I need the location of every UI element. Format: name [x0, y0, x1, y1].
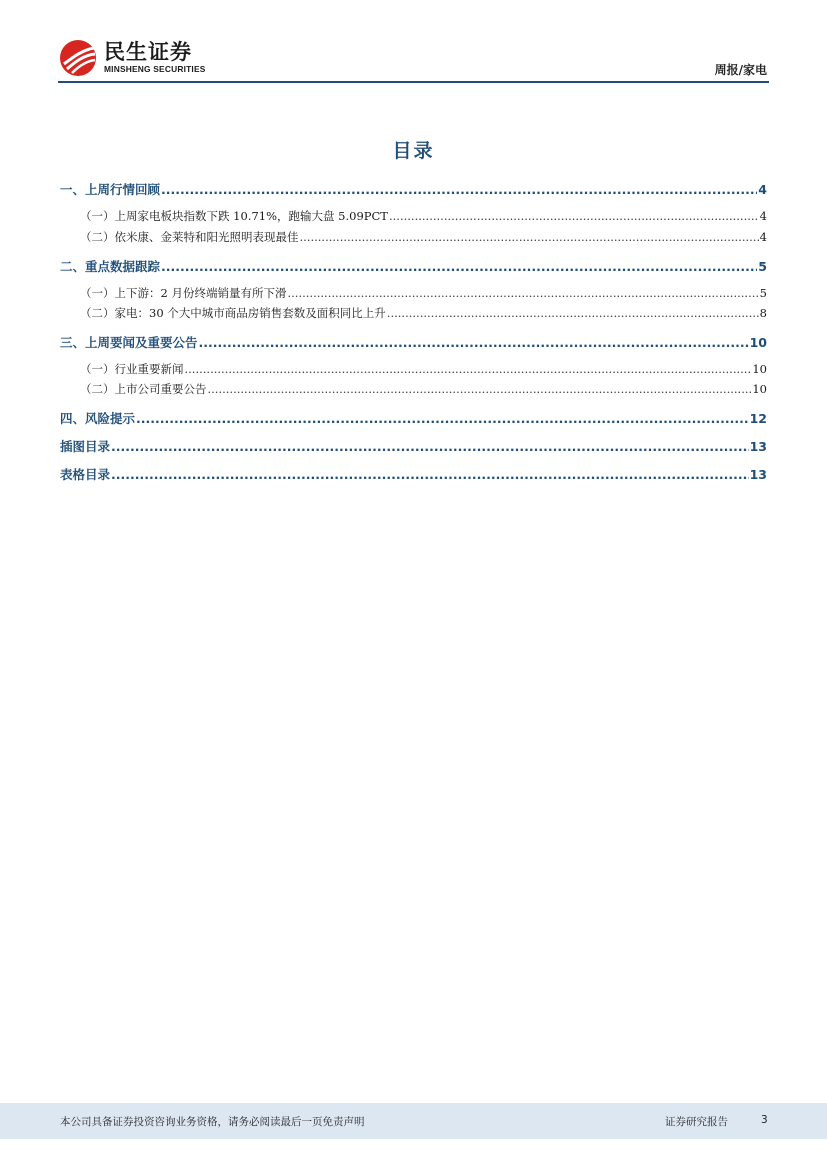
- logo-chinese-name: 民生证券: [104, 40, 192, 64]
- toc-entry-page: 5: [758, 259, 767, 274]
- toc-entry-label: 表格目录: [60, 467, 111, 482]
- toc-entry-page: 10: [752, 382, 767, 396]
- page-footer: [0, 1103, 827, 1139]
- toc-entry-label: 一、上周行情回顾: [60, 182, 161, 197]
- toc-leader-dots: [136, 411, 749, 426]
- toc-leader-dots: [161, 182, 757, 197]
- toc-leader-dots: [185, 362, 752, 376]
- toc-leader-dots: [161, 259, 757, 274]
- toc-leader-dots: [111, 439, 749, 454]
- toc-entry-page: 13: [749, 439, 767, 454]
- toc-leader-dots: [111, 467, 749, 482]
- toc-entry-label: （一）上周家电板块指数下跌 10.71%，跑输大盘 5.09PCT: [80, 209, 388, 223]
- toc-entry[interactable]: [60, 465, 767, 483]
- toc-entry-page: 4: [759, 230, 767, 244]
- toc-leader-dots: [208, 382, 752, 396]
- toc-entry-page: 4: [759, 209, 767, 223]
- toc-entry[interactable]: [60, 409, 767, 427]
- report-type-label: 周报/家电: [714, 63, 767, 77]
- page-header: [58, 38, 769, 80]
- toc-entry-label: 二、重点数据跟踪: [60, 259, 161, 274]
- header-divider: [58, 81, 769, 83]
- toc-entry-page: 4: [758, 182, 767, 197]
- toc-entry[interactable]: [60, 437, 767, 455]
- toc-entry-label: （二）上市公司重要公告: [80, 382, 207, 396]
- toc-entry-label: 四、风险提示: [60, 411, 136, 426]
- minsheng-logo-icon: [58, 38, 98, 78]
- toc-entry[interactable]: [60, 305, 767, 321]
- toc-entry-page: 8: [759, 306, 767, 320]
- toc-entry[interactable]: [60, 333, 767, 351]
- footer-doc-type: 证券研究报告: [665, 1116, 728, 1128]
- toc-entry[interactable]: [60, 381, 767, 397]
- toc-entry-page: 10: [752, 362, 767, 376]
- toc-entry[interactable]: [60, 180, 767, 198]
- toc-entry[interactable]: [60, 208, 767, 224]
- toc-entry[interactable]: [60, 229, 767, 245]
- toc-entry-page: 10: [749, 335, 767, 350]
- toc-entry-label: （二）家电：30 个大中城市商品房销售套数及面积同比上升: [80, 306, 386, 320]
- toc-entry-label: 三、上周要闻及重要公告: [60, 335, 198, 350]
- toc-entry-label: （一）上下游：2 月份终端销量有所下滑: [80, 286, 287, 300]
- toc-leader-dots: [300, 230, 759, 244]
- toc-entry-page: 5: [759, 286, 767, 300]
- toc-leader-dots: [287, 286, 758, 300]
- toc-entry[interactable]: [60, 257, 767, 275]
- company-logo: [58, 38, 206, 78]
- toc-entry-label: （一）行业重要新闻: [80, 362, 184, 376]
- toc-entry-label: （二）依米康、金莱特和阳光照明表现最佳: [80, 230, 299, 244]
- logo-english-name: MINSHENG SECURITIES: [104, 64, 206, 74]
- toc-leader-dots: [387, 306, 759, 320]
- footer-page-number: 3: [761, 1114, 768, 1126]
- toc-entry[interactable]: [60, 285, 767, 301]
- toc-entry-page: 13: [749, 467, 767, 482]
- toc-entry[interactable]: [60, 361, 767, 377]
- toc-entry-label: 插图目录: [60, 439, 111, 454]
- toc-title: 目录: [392, 140, 435, 162]
- footer-disclaimer: 本公司具备证券投资咨询业务资格，请务必阅读最后一页免责声明: [60, 1116, 365, 1128]
- toc-leader-dots: [389, 209, 759, 223]
- toc-entry-page: 12: [749, 411, 767, 426]
- toc-leader-dots: [199, 335, 749, 350]
